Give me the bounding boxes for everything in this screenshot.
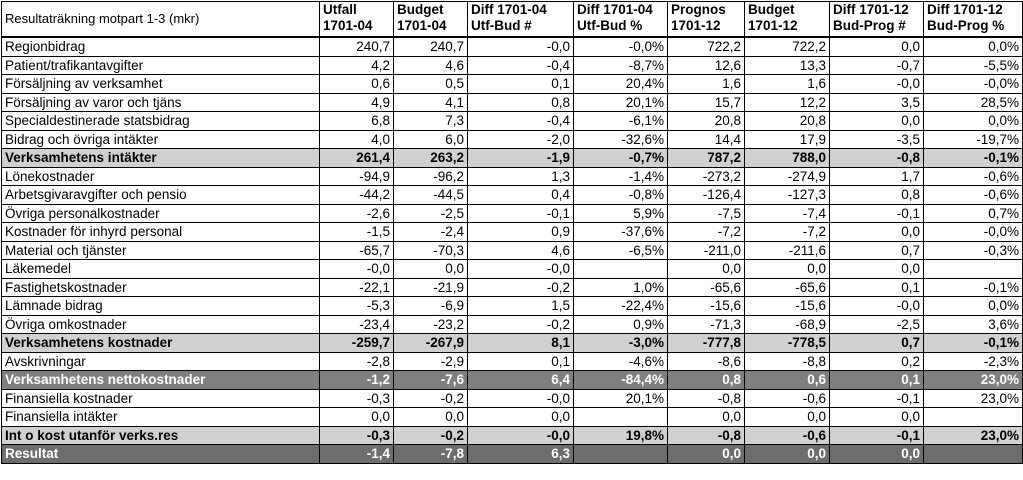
- table-cell: 0,0: [394, 408, 468, 427]
- table-cell: 722,2: [745, 37, 830, 56]
- table-cell: 7,3: [394, 112, 468, 131]
- table-cell: -2,9: [394, 352, 468, 371]
- table-cell: 722,2: [668, 37, 745, 56]
- column-header: [745, 2, 830, 38]
- table-cell: -7,8: [394, 445, 468, 464]
- row-label: Övriga personalkostnader: [2, 204, 320, 223]
- table-cell: -15,6: [745, 297, 830, 316]
- table-cell: 0,0: [394, 260, 468, 279]
- table-cell: 12,2: [745, 93, 830, 112]
- column-header: [468, 2, 574, 38]
- table-cell: -3,0%: [574, 334, 668, 353]
- table-cell: 28,5%: [924, 93, 1023, 112]
- table-cell: 20,4%: [574, 75, 668, 94]
- table-cell: 240,7: [394, 37, 468, 56]
- column-header: [668, 2, 745, 38]
- table-cell: 0,6: [745, 371, 830, 390]
- table-cell: -0,3: [320, 426, 394, 445]
- table-cell: -7,2: [745, 223, 830, 242]
- row-label: Försäljning av varor och tjäns: [2, 93, 320, 112]
- table-cell: 0,0: [320, 408, 394, 427]
- table-cell: -0,0: [468, 426, 574, 445]
- table-header: [2, 2, 1023, 38]
- row-label: Verksamhetens kostnader: [2, 334, 320, 353]
- table-cell: -3,5: [830, 130, 924, 149]
- table-cell: 14,4: [668, 130, 745, 149]
- table-cell: -6,5%: [574, 241, 668, 260]
- table-cell: 5,9%: [574, 204, 668, 223]
- table-cell: 0,7%: [924, 204, 1023, 223]
- table-cell: 6,3: [468, 445, 574, 464]
- table-row: [2, 204, 1023, 223]
- table-cell: 0,7: [830, 334, 924, 353]
- table-cell: -0,0: [320, 260, 394, 279]
- table-cell: 0,4: [468, 186, 574, 205]
- table-cell: -7,4: [745, 204, 830, 223]
- column-header: [320, 2, 394, 38]
- income-statement-table: [1, 1, 1023, 464]
- table-cell: -0,1: [830, 389, 924, 408]
- table-row: [2, 260, 1023, 279]
- table-cell: 12,6: [668, 56, 745, 75]
- table-row: [2, 445, 1023, 464]
- table-row: [2, 278, 1023, 297]
- table-cell: 0,0: [830, 445, 924, 464]
- column-header-line: 1701-12: [671, 18, 721, 33]
- column-header: [574, 2, 668, 38]
- table-cell: 3,6%: [924, 315, 1023, 334]
- table-cell: 4,2: [320, 56, 394, 75]
- table-cell: -0,0: [468, 389, 574, 408]
- table-cell: 4,9: [320, 93, 394, 112]
- table-row: [2, 352, 1023, 371]
- table-cell: -8,8: [745, 352, 830, 371]
- table-row: [2, 389, 1023, 408]
- table-cell: 1,7: [830, 167, 924, 186]
- table-cell: -44,5: [394, 186, 468, 205]
- table-row: [2, 167, 1023, 186]
- table-cell: -0,6: [745, 389, 830, 408]
- table-row: [2, 223, 1023, 242]
- table-row: [2, 112, 1023, 131]
- table-cell: -2,4: [394, 223, 468, 242]
- table-cell: -84,4%: [574, 371, 668, 390]
- table-cell: -37,6%: [574, 223, 668, 242]
- table-cell: 15,7: [668, 93, 745, 112]
- table-cell: 20,8: [668, 112, 745, 131]
- table-cell: -23,2: [394, 315, 468, 334]
- row-label: Lönekostnader: [2, 167, 320, 186]
- table-cell: -211,6: [745, 241, 830, 260]
- table-cell: 0,0%: [924, 297, 1023, 316]
- row-label: Fastighetskostnader: [2, 278, 320, 297]
- column-header: [830, 2, 924, 38]
- table-cell: [574, 408, 668, 427]
- table-cell: [924, 408, 1023, 427]
- table-cell: 788,0: [745, 149, 830, 168]
- table-cell: -8,6: [668, 352, 745, 371]
- row-label: Kostnader för inhyrd personal: [2, 223, 320, 242]
- table-cell: -65,7: [320, 241, 394, 260]
- row-label: Övriga omkostnader: [2, 315, 320, 334]
- row-label: Bidrag och övriga intäkter: [2, 130, 320, 149]
- table-cell: -2,6: [320, 204, 394, 223]
- table-cell: -2,5: [830, 315, 924, 334]
- table-cell: 6,0: [394, 130, 468, 149]
- row-label: Specialdestinerade statsbidrag: [2, 112, 320, 131]
- table-row: [2, 56, 1023, 75]
- row-label: Verksamhetens intäkter: [2, 149, 320, 168]
- table-cell: -1,5: [320, 223, 394, 242]
- table-title: [2, 2, 320, 38]
- table-cell: [924, 260, 1023, 279]
- column-header-line: 1701-04: [323, 18, 373, 33]
- table-cell: -5,3: [320, 297, 394, 316]
- table-cell: -5,5%: [924, 56, 1023, 75]
- table-cell: 0,5: [394, 75, 468, 94]
- table-cell: -0,0: [468, 260, 574, 279]
- table-cell: -0,3: [320, 389, 394, 408]
- row-label: Int o kost utanför verks.res: [2, 426, 320, 445]
- table-cell: 0,8: [830, 186, 924, 205]
- column-header-line: Resultaträkning motpart 1-3 (mkr): [5, 11, 200, 26]
- table-cell: 0,9: [468, 223, 574, 242]
- table-cell: 23,0%: [924, 389, 1023, 408]
- table-cell: -94,9: [320, 167, 394, 186]
- table-cell: 0,9%: [574, 315, 668, 334]
- table-cell: 0,0%: [924, 37, 1023, 56]
- table-cell: -0,4: [468, 56, 574, 75]
- table-cell: -0,0: [830, 75, 924, 94]
- table-cell: -0,2: [468, 278, 574, 297]
- table-cell: 0,0: [830, 408, 924, 427]
- table-cell: -0,4: [468, 112, 574, 131]
- table-cell: 261,4: [320, 149, 394, 168]
- table-cell: 1,5: [468, 297, 574, 316]
- table-cell: -0,6%: [924, 186, 1023, 205]
- table-cell: 0,1: [468, 352, 574, 371]
- table-cell: 1,6: [668, 75, 745, 94]
- table-row: [2, 408, 1023, 427]
- table-cell: -22,4%: [574, 297, 668, 316]
- table-cell: 0,1: [830, 278, 924, 297]
- table-cell: 4,6: [394, 56, 468, 75]
- table-cell: -273,2: [668, 167, 745, 186]
- table-cell: 787,2: [668, 149, 745, 168]
- table-cell: -0,2: [468, 315, 574, 334]
- table-cell: 4,1: [394, 93, 468, 112]
- table-cell: -4,6%: [574, 352, 668, 371]
- column-header-line: 1701-12: [748, 18, 798, 33]
- table-cell: -0,0%: [924, 75, 1023, 94]
- table-cell: 19,8%: [574, 426, 668, 445]
- table-cell: -2,3%: [924, 352, 1023, 371]
- table-cell: -0,2: [394, 426, 468, 445]
- table-cell: -0,7: [830, 56, 924, 75]
- table-cell: 20,8: [745, 112, 830, 131]
- table-cell: 20,1%: [574, 93, 668, 112]
- table-cell: -0,2: [394, 389, 468, 408]
- table-cell: [574, 260, 668, 279]
- table-cell: -259,7: [320, 334, 394, 353]
- table-cell: -19,7%: [924, 130, 1023, 149]
- column-header-line: Bud-Prog #: [833, 18, 906, 33]
- table-cell: 4,0: [320, 130, 394, 149]
- table-row: [2, 297, 1023, 316]
- table-cell: -1,2: [320, 371, 394, 390]
- table-cell: -65,6: [668, 278, 745, 297]
- table-cell: -0,8: [668, 426, 745, 445]
- table-cell: 0,6: [320, 75, 394, 94]
- table-cell: -44,2: [320, 186, 394, 205]
- row-label: Lämnade bidrag: [2, 297, 320, 316]
- column-header-line: Utfall: [323, 2, 357, 17]
- table-cell: -68,9: [745, 315, 830, 334]
- table-row: [2, 37, 1023, 56]
- table-row: [2, 186, 1023, 205]
- column-header-line: Diff 1701-12: [927, 2, 1003, 17]
- table-cell: 0,0: [830, 260, 924, 279]
- row-label: Läkemedel: [2, 260, 320, 279]
- table-cell: -778,5: [745, 334, 830, 353]
- table-cell: -2,8: [320, 352, 394, 371]
- table-row: [2, 149, 1023, 168]
- table-row: [2, 315, 1023, 334]
- row-label: Finansiella intäkter: [2, 408, 320, 427]
- row-label: Regionbidrag: [2, 37, 320, 56]
- table-cell: [574, 445, 668, 464]
- table-cell: -126,4: [668, 186, 745, 205]
- column-header-line: Diff 1701-04: [471, 2, 547, 17]
- table-cell: -0,1%: [924, 149, 1023, 168]
- table-cell: -15,6: [668, 297, 745, 316]
- column-header: [394, 2, 468, 38]
- table-cell: 1,6: [745, 75, 830, 94]
- table-cell: 0,1: [468, 75, 574, 94]
- table-cell: -32,6%: [574, 130, 668, 149]
- table-cell: -0,7%: [574, 149, 668, 168]
- table-cell: -2,0: [468, 130, 574, 149]
- table-cell: 4,6: [468, 241, 574, 260]
- table-cell: 0,0%: [924, 112, 1023, 131]
- column-header: [924, 2, 1023, 38]
- column-header-line: Prognos: [671, 2, 726, 17]
- table-cell: -0,6%: [924, 167, 1023, 186]
- table-cell: 263,2: [394, 149, 468, 168]
- table-cell: 17,9: [745, 130, 830, 149]
- table-cell: -7,6: [394, 371, 468, 390]
- table-cell: 240,7: [320, 37, 394, 56]
- table-cell: -777,8: [668, 334, 745, 353]
- table-cell: -0,1: [830, 204, 924, 223]
- row-label: Avskrivningar: [2, 352, 320, 371]
- table-row: [2, 426, 1023, 445]
- table-cell: -96,2: [394, 167, 468, 186]
- table-cell: -1,4: [320, 445, 394, 464]
- table-cell: 0,0: [745, 260, 830, 279]
- table-cell: 1,0%: [574, 278, 668, 297]
- table-cell: -7,2: [668, 223, 745, 242]
- table-row: [2, 75, 1023, 94]
- table-cell: 0,0: [830, 223, 924, 242]
- row-label: Verksamhetens nettokostnader: [2, 371, 320, 390]
- table-cell: 0,0: [830, 112, 924, 131]
- table-cell: 0,2: [830, 352, 924, 371]
- table-cell: 0,0: [668, 260, 745, 279]
- table-cell: 0,0: [745, 408, 830, 427]
- row-label: Patient/trafikantavgifter: [2, 56, 320, 75]
- table-cell: -0,8%: [574, 186, 668, 205]
- table-cell: -274,9: [745, 167, 830, 186]
- table-cell: 20,1%: [574, 389, 668, 408]
- table-cell: 0,1: [830, 371, 924, 390]
- table-cell: 0,0: [745, 445, 830, 464]
- table-cell: -21,9: [394, 278, 468, 297]
- table-cell: -0,1: [468, 204, 574, 223]
- table-cell: 0,8: [468, 93, 574, 112]
- table-cell: -0,0%: [574, 37, 668, 56]
- table-cell: -70,3: [394, 241, 468, 260]
- table-cell: 0,0: [830, 37, 924, 56]
- table-cell: -211,0: [668, 241, 745, 260]
- table-cell: -6,1%: [574, 112, 668, 131]
- header-row: [2, 2, 1023, 38]
- column-header-line: Utf-Bud #: [471, 18, 532, 33]
- table-cell: 3,5: [830, 93, 924, 112]
- table-row: [2, 130, 1023, 149]
- table-cell: -8,7%: [574, 56, 668, 75]
- table-cell: -65,6: [745, 278, 830, 297]
- table-cell: -7,5: [668, 204, 745, 223]
- table-cell: -0,8: [830, 149, 924, 168]
- table-cell: -22,1: [320, 278, 394, 297]
- table-cell: -0,0%: [924, 223, 1023, 242]
- table-row: [2, 93, 1023, 112]
- table-cell: -0,1%: [924, 278, 1023, 297]
- table-row: [2, 334, 1023, 353]
- column-header-line: Budget: [397, 2, 444, 17]
- column-header-line: Bud-Prog %: [927, 18, 1005, 33]
- column-header-line: Diff 1701-12: [833, 2, 909, 17]
- row-label: Arbetsgivaravgifter och pensio: [2, 186, 320, 205]
- table-cell: -0,8: [668, 389, 745, 408]
- table-cell: -1,4%: [574, 167, 668, 186]
- table-cell: 0,8: [668, 371, 745, 390]
- table-cell: -71,3: [668, 315, 745, 334]
- table-body: [2, 37, 1023, 463]
- table-cell: -0,1%: [924, 334, 1023, 353]
- table-cell: 23,0%: [924, 371, 1023, 390]
- table-cell: -127,3: [745, 186, 830, 205]
- table-cell: -0,0: [830, 297, 924, 316]
- table-cell: -0,6: [745, 426, 830, 445]
- table-cell: -1,9: [468, 149, 574, 168]
- table-cell: 0,0: [468, 408, 574, 427]
- table-cell: -267,9: [394, 334, 468, 353]
- table-cell: -0,3%: [924, 241, 1023, 260]
- table-cell: -23,4: [320, 315, 394, 334]
- table-cell: 6,8: [320, 112, 394, 131]
- column-header-line: Diff 1701-04: [577, 2, 653, 17]
- table-cell: -2,5: [394, 204, 468, 223]
- table-cell: 0,0: [668, 445, 745, 464]
- row-label: Material och tjänster: [2, 241, 320, 260]
- column-header-line: 1701-04: [397, 18, 447, 33]
- table-cell: 0,7: [830, 241, 924, 260]
- table-cell: -0,1: [830, 426, 924, 445]
- table-row: [2, 371, 1023, 390]
- table-cell: 23,0%: [924, 426, 1023, 445]
- table-cell: 13,3: [745, 56, 830, 75]
- row-label: Försäljning av verksamhet: [2, 75, 320, 94]
- column-header-line: Budget: [748, 2, 795, 17]
- table-cell: 0,0: [668, 408, 745, 427]
- table-cell: [924, 445, 1023, 464]
- column-header-line: Utf-Bud %: [577, 18, 643, 33]
- table-cell: -6,9: [394, 297, 468, 316]
- table-cell: -0,0: [468, 37, 574, 56]
- row-label: Finansiella kostnader: [2, 389, 320, 408]
- table-row: [2, 241, 1023, 260]
- table-cell: 8,1: [468, 334, 574, 353]
- table-cell: 6,4: [468, 371, 574, 390]
- row-label: Resultat: [2, 445, 320, 464]
- table-cell: 1,3: [468, 167, 574, 186]
